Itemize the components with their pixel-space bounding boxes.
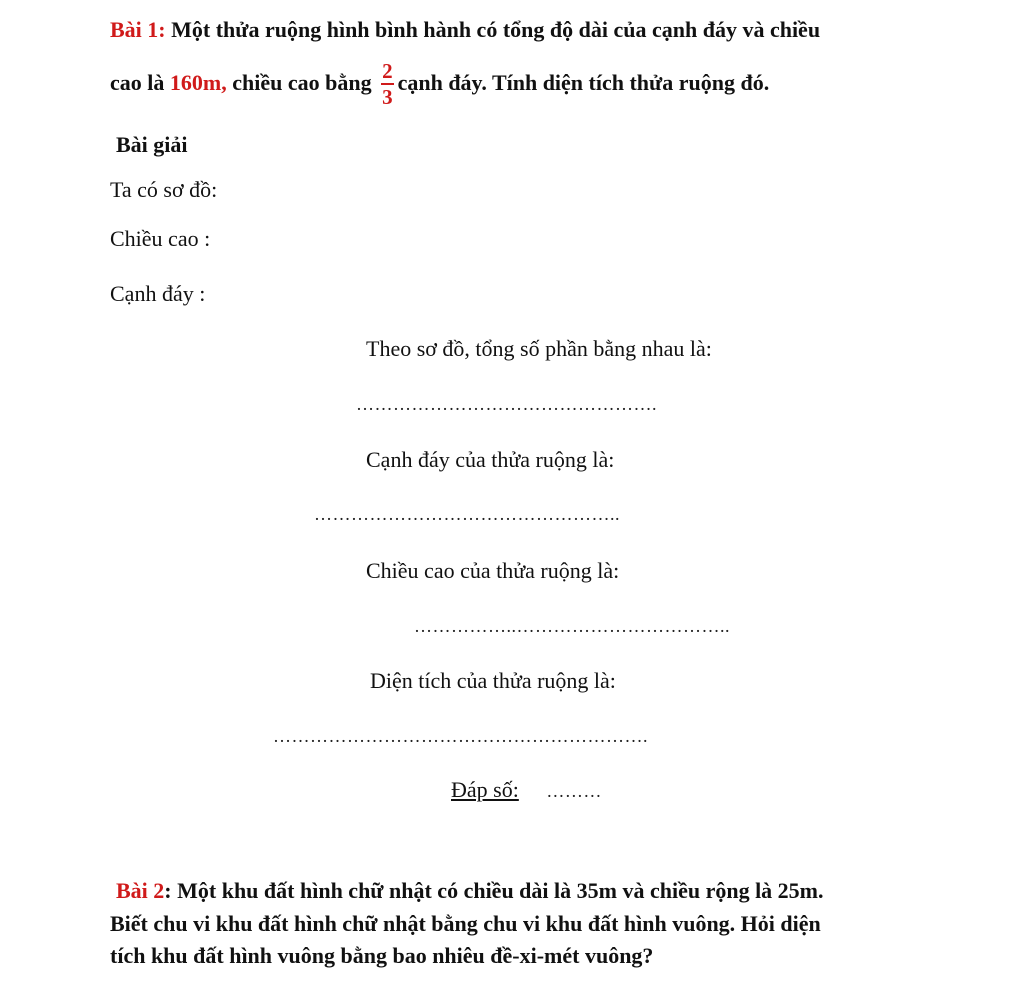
problem1-text-post: cạnh đáy. Tính diện tích thửa ruộng đó. [397, 70, 770, 95]
problem1-label: Bài 1: [110, 17, 166, 42]
step3-text: Chiều cao của thửa ruộng là: [366, 558, 620, 583]
fraction-numerator: 2 [382, 59, 393, 84]
problem1-text-pre: cao là [110, 70, 170, 95]
answer-blank: ……… [546, 781, 602, 801]
answer-label: Đáp số: [451, 777, 519, 802]
problem1-text-line1: Một thửa ruộng hình bình hành có tổng độ dài của cạnh đáy và chiều [171, 17, 821, 42]
step4-blank: ……………………………………………………. [273, 726, 648, 746]
problem1-value: 160m, [169, 70, 227, 95]
problem1-text-mid: chiều cao bằng [226, 70, 372, 95]
answer-row [451, 777, 602, 803]
step1-blank: …………………………………………. [356, 394, 657, 414]
problem2-label: Bài 2 [116, 878, 165, 903]
problem2-line2: Biết chu vi khu đất hình chữ nhật bằng chu vi khu đất hình vuông. Hỏi diện [110, 911, 821, 936]
solution-title: Bài giải [116, 132, 188, 157]
fraction-denominator: 3 [382, 85, 393, 110]
problem2-line3: tích khu đất hình vuông bằng bao nhiêu đề-xi-mét vuông? [110, 943, 654, 968]
problem2-text-line1: : Một khu đất hình chữ nhật có chiều dài là 35m và chiều rộng là 25m. [164, 878, 824, 903]
problem1-line2 [110, 52, 769, 114]
step3-blank: ……………..…………………………….. [414, 616, 730, 636]
problem1-line1 [110, 17, 820, 43]
problem2-line1 [116, 878, 824, 904]
step4-text: Diện tích của thửa ruộng là: [370, 668, 616, 693]
diagram-intro: Ta có sơ đồ: [110, 177, 218, 202]
height-label: Chiều cao : [110, 226, 211, 251]
step1-text: Theo sơ đồ, tổng số phần bằng nhau là: [366, 336, 712, 361]
step2-text: Cạnh đáy của thửa ruộng là: [366, 447, 615, 472]
base-label: Cạnh đáy : [110, 281, 206, 306]
fraction-two-thirds [381, 61, 394, 108]
step2-blank: ………………………………………….. [314, 504, 620, 524]
